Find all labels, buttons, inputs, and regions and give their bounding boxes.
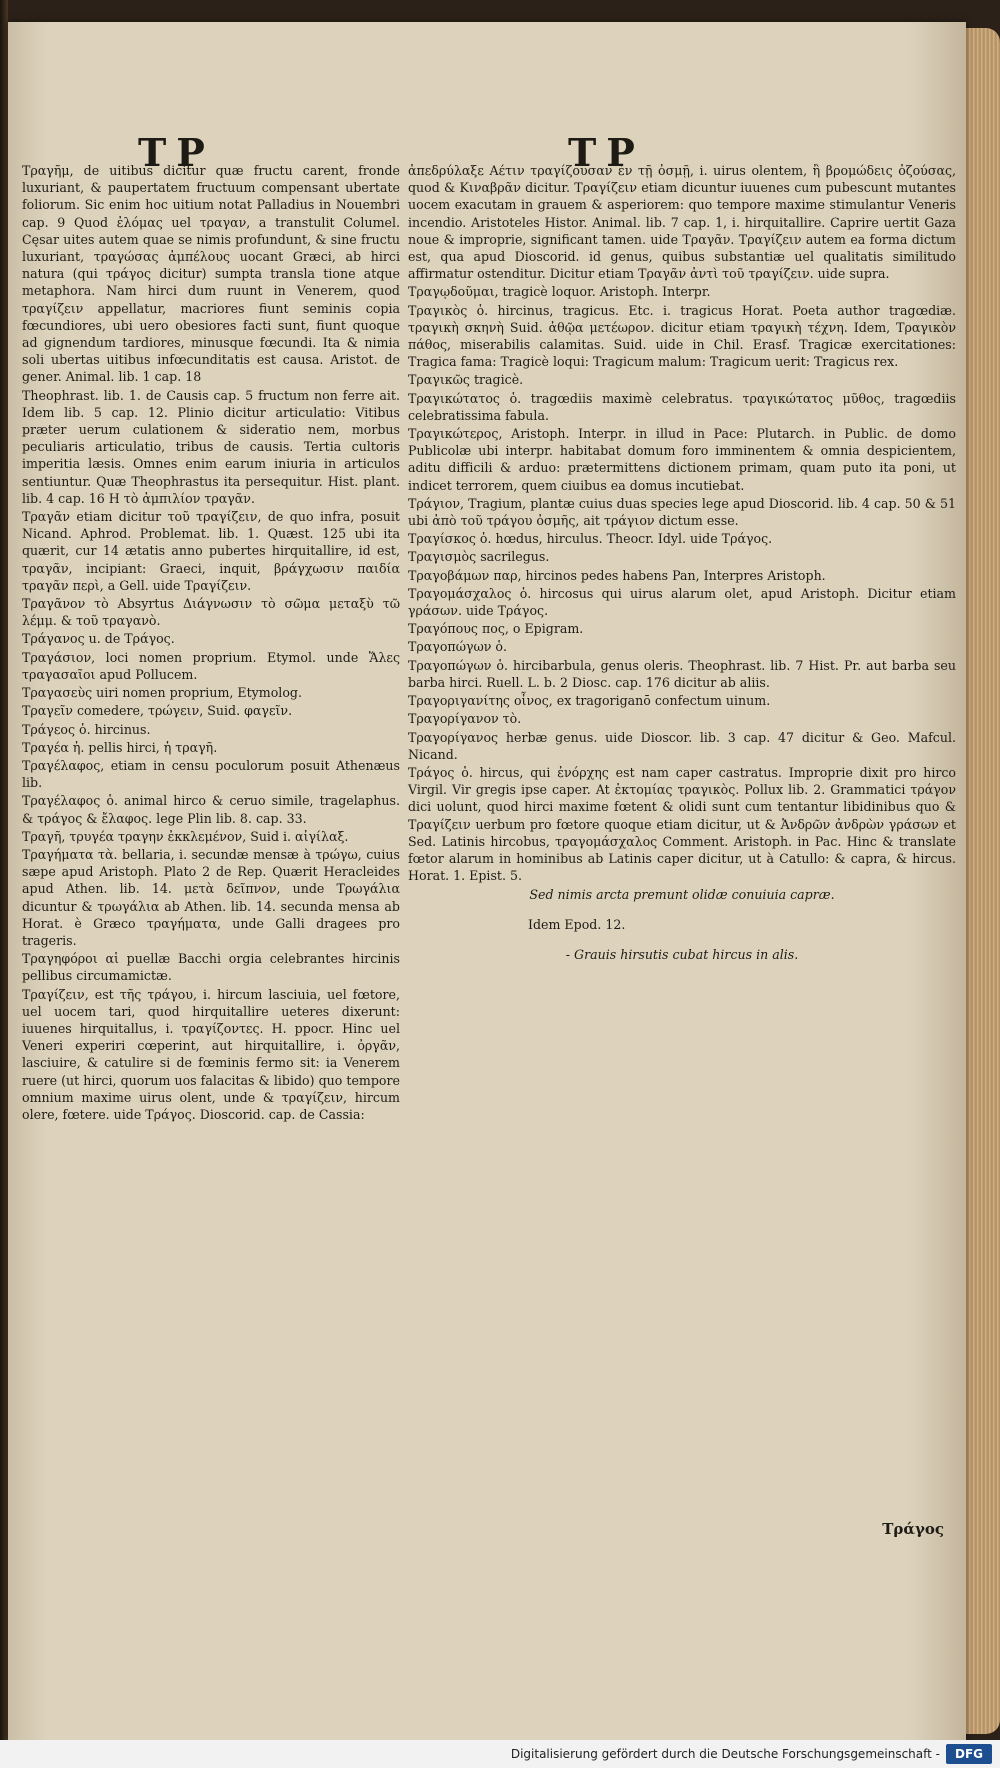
dictionary-entry: Τραγικὸς ὁ. hircinus, tragicus. Etc. i. tragicus Horat. Poeta author tragœdiæ. τραγικὴ σκηνὴ Suid. ἀθῷα μετέωρον. dicitur etiam τραγικὴ τέχνη. Idem, Τραγικὸν πάθος, miserabilis calamitas. Suid. uide in Chil. Erasf. Tragicæ exercitationes: Tragica fama: Tragicè loqui: Tragicum malum: Tragicum uerit: Tragicus rex. — [408, 302, 956, 370]
dictionary-entry: Τραγοπώγων ὁ. — [408, 639, 508, 655]
dfg-logo: DFG — [946, 1744, 992, 1764]
dictionary-entry: Τράγος ὁ. hircus, qui ἐνόρχης est nam caper castratus. Improprie dixit pro hirco Virgil. Vir gregis ipse caper. At ἐκτομίας τραγικὸς. Pollux lib. 2. Grammatici τράγον dici uolunt, quod hirci maxime fœtent & olidi sunt cum tentantur libidinibus quo & Τραγίζειν uerbum pro fœtore quoque etiam dicitur, ut & Ἀνδρῶν ἀνδρὼν γράσων et Sed. Latinis hircobus, τραγομάσχαλος Comment. Aristoph. in Pac. Hinc & translate fœtor alarum in hominibus ab Latinis caper dicitur, ut à Catullo: & capra, & hircus. Horat. 1. Epist. 5. — [408, 764, 956, 884]
dictionary-entry: Τραγίσκος ὁ. hœdus, hirculus. Theocr. Idyl. uide Τράγος. — [408, 531, 773, 547]
book-page — [8, 22, 966, 1740]
funding-notice: Digitalisierung gefördert durch die Deutsche Forschungsgemeinschaft - — [510, 1747, 940, 1761]
catchword: Τράγος — [882, 1520, 944, 1538]
dictionary-entry: Τραγέα ἡ. pellis hirci, ἡ τραγῆ. — [22, 739, 218, 755]
left-column — [22, 162, 400, 1124]
running-header-left: TP — [138, 130, 215, 175]
dictionary-entry: Τραγάσιον, loci nomen proprium. Etymol. unde Ἅλες τραγασαῖοι apud Pollucem. — [22, 649, 400, 682]
dictionary-entry: Τράγανος u. de Τράγος. — [22, 631, 175, 647]
book-page-edges — [966, 28, 1000, 1734]
dictionary-entry: Τράγεος ὁ. hircinus. — [22, 721, 151, 737]
verse-quote: Sed nimis arcta premunt olidæ conuiuia capræ. — [529, 887, 835, 903]
dictionary-entry: Τραγεῖν comedere, τρώγειν, Suid. φαγεῖν. — [22, 703, 293, 719]
dictionary-entry: Τραγόπους πος, o Epigram. — [408, 621, 584, 637]
dictionary-entry: Τραγίζειν, est τῆς τράγου, i. hircum lasciuia, uel fœtore, uel uocem tari, quod hirquitallire ueteres dixerunt: iuuenes hirquitallus, i. τραγίζοντες. H. ppocr. Hinc uel Veneri experiri cœperint, aut hirquitallire, i. ὀργᾶν, lasciuire, & catulire si de fœminis fermo sit: ia Venerem ruere (ut hirci, quorum uos falacitas & libido) quo tempore omnium maxime uirus olent, unde & τραγίζειν, hircum olere, fœtere. uide Τράγος. Dioscorid. cap. de Cassia: — [22, 986, 400, 1122]
dictionary-entry: Τραγικώτατος ὁ. tragœdiis maximè celebratus. τραγικώτατος μῦθος, tragœdiis celebratissima fabula. — [408, 390, 956, 423]
scan-edge — [0, 0, 8, 1768]
dictionary-entry: Τραγᾶνον τὸ Absyrtus Διάγνωσιν τὸ σῶμα μεταξὺ τῶ λέμμ. & τοῦ τραγανὸ. — [22, 596, 400, 629]
digitization-footer — [0, 1740, 1000, 1768]
dictionary-entry: Τραγοβάμων παρ, hircinos pedes habens Pan, Interpres Aristoph. — [408, 567, 826, 583]
right-column — [408, 162, 956, 965]
running-header-right: TP — [568, 130, 645, 175]
quote-reference: Idem Epod. 12. — [528, 917, 626, 933]
dictionary-entry: Τραγέλαφος, etiam in censu poculorum posuit Athenæus lib. — [22, 757, 400, 791]
dictionary-entry: Τραγήματα τὰ. bellaria, i. secundæ mensæ à τρώγω, cuius sæpe apud Aristoph. Plato 2 de Rep. Quærit Heracleides apud Athen. lib. 14. μετὰ δεῖπνον, unde Τρωγάλια dicuntur & τρωγάλια ab Athen. lib. 14. secunda mensa ab Horat. è Græco τραγήματα, unde Galli dragees pro trageris. — [22, 846, 400, 948]
dictionary-entry: Τραγῆμ, de uitibus dicitur quæ fructu carent, fronde luxuriant, & paupertatem fructuum compensant ubertate foliorum. Sic enim hoc uitium notat Palladius in Nouembri cap. 9 Quod ἐλόμας uel τραγαν, a transtulit Columel. Cęsar uites autem quae se nimis profundunt, & sine fructu luxuriant, τραγώσας ἀμπέλους uocant Græci, ab hirci natura (qui τράγος dicitur) sumpta transla tione atque metaphora. Nam hirci dum ruunt in Venerem, quod τραγίζειν appellatur, macriores fiunt seminis copia fœcundiores, ubi uero obesiores facti sunt, fiunt quoque ad gignendum tardiores, minusque fœcundi. Ita & nimia soli ubertas uitibus infœcunditatis est causa. Aristot. de gener. Animal. lib. 1 cap. 18 — [22, 163, 400, 385]
verse-quote: - Grauis hirsutis cubat hircus in alis. — [565, 946, 799, 962]
dictionary-entry: Τραγῳδοῦμαι, tragicè loquor. Aristoph. Interpr. — [408, 284, 711, 300]
dictionary-entry: Τραγοπώγων ὁ. hircibarbula, genus oleris. Theophrast. lib. 7 Hist. Pr. aut barba seu barba hirci. Ruell. L. b. 2 Diosc. cap. 176 dicitur ab aliis. — [408, 657, 956, 690]
dictionary-entry: Τραγοριγανίτης οἶνος, ex tragoriganō confectum uinum. — [408, 693, 771, 709]
dictionary-entry: Τραγορίγανος herbæ genus. uide Dioscor. lib. 3 cap. 47 dicitur & Geo. Mafcul. Nicand. — [408, 729, 956, 762]
dictionary-entry: Τραγικώτερος, Aristoph. Interpr. in illud in Pace: Plutarch. in Public. de domo Publicolæ ubi interpr. habitabat domum foro imminentem & omnia despicientem, aditu difficili & arduo: prætermittens dictionem primam, quam puto ita poni, ut indicet terrorem, quem ciuibus ea domus incutiebat. — [408, 426, 956, 493]
dictionary-entry: ἀπεδρύλαξε Αέτιν τραγίζουσαν ἐν τῇ ὀσμῇ, i. uirus olentem, ἢ βρομώδεις ὀζούσας, quod & Κιναβρᾶν dicitur. Τραγίζειν etiam dicuntur iuuenes cum pubescunt mutantes uocem exacutam in grauem & asperiorem: quo tempore maxime stimulantur Veneris incendio. Aristoteles Histor. Animal. lib. 7 cap. 1, i. hirquitallire. Caprire uertit Gaza noue & improprie, significant tamen. uide Τραγᾶν. Τραγίζειν autem ea forma dictum est, qua apud Dioscorid. id genus, quibus substantiæ uel qualitatis similitudo affirmatur ostenditur. Dicitur etiam Τραγᾶν ἀντὶ τοῦ τραγίζειν. uide supra. — [408, 163, 956, 282]
dictionary-entry: Τραγικῶς tragicè. — [408, 372, 524, 388]
dictionary-entry: Τραγηφόροι αἱ puellæ Bacchi orgia celebrantes hircinis pellibus circumamictæ. — [22, 951, 400, 984]
dictionary-entry: Τράγιον, Tragium, plantæ cuius duas species lege apud Dioscorid. lib. 4 cap. 50 & 51 ubi ἀπὸ τοῦ τράγου ὀσμῆς, ait τράγιον dictum esse. — [408, 495, 956, 529]
dictionary-entry: Τραγέλαφος ὁ. animal hirco & ceruo simile, tragelaphus. & τράγος & ἔλαφος. lege Plin lib. 8. cap. 33. — [22, 793, 400, 826]
dictionary-entry: Τραγορίγανον τὸ. — [408, 711, 522, 727]
dictionary-entry: Τραγασεὺς uiri nomen proprium, Etymolog. — [22, 685, 302, 701]
dictionary-entry: Τραγᾶν etiam dicitur τοῦ τραγίζειν, de quo infra, posuit Nicand. Aphrod. Problemat. lib. 1. Quæst. 125 ubi ita quærit, cur 14 ætatis anno pubertes hirquitallire, id est, τραγᾶν, incipiant: Graeci, inquit, βράγχωσιν παιδία τραγᾶν περὶ, a Gell. uide Τραγίζειν. — [22, 509, 400, 593]
dictionary-entry: Theophrast. lib. 1. de Causis cap. 5 fructum non ferre ait. Idem lib. 5 cap. 12. Plinio dicitur articulatio: Vitibus præter uerum culationem & sideratio nem, morbus peculiaris articulatio, tribus de causis. Tertia cultoris imperitia læsis. Omnes enim earum iniuria in articulos sentiuntur. Quæ Theophrastus ita persequitur. Hist. plant. lib. 4 cap. 16 H τὸ ἀμπιλίον τραγᾶν. — [22, 387, 400, 506]
dictionary-entry: Τραγομάσχαλος ὁ. hircosus qui uirus alarum olet, apud Aristoph. Dicitur etiam γράσων. uide Τράγος. — [408, 585, 956, 619]
dictionary-entry: Τραγῆ, τρυγέα τραγην ἐκκλεμένον, Suid i. αἰγίλαξ. — [22, 828, 349, 844]
dictionary-entry: Τραγισμὸς sacrilegus. — [408, 549, 550, 565]
